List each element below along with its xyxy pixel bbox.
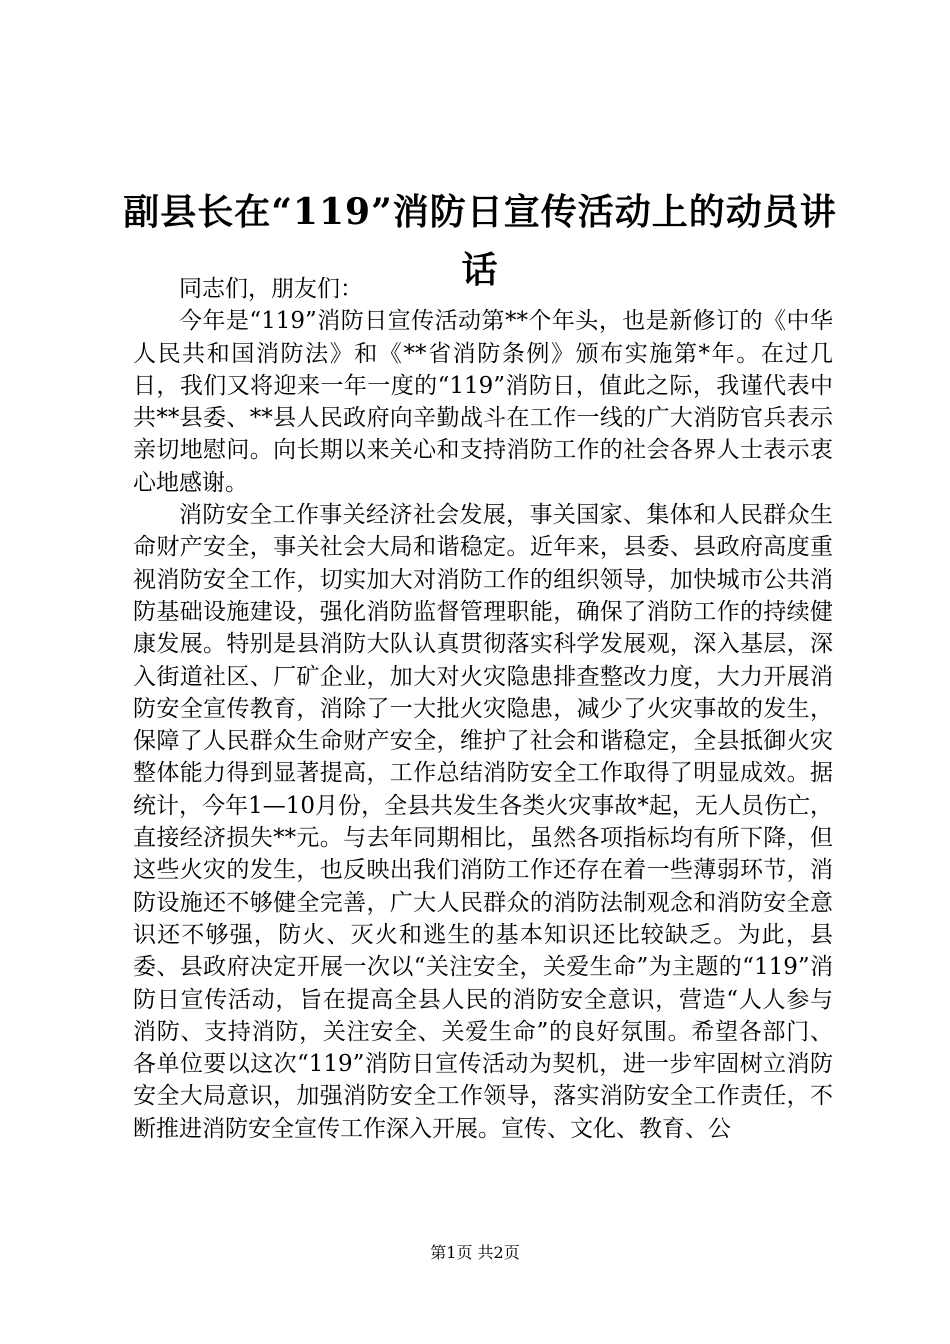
page-footer: 第1页 共2页 (430, 1243, 520, 1262)
document-body (133, 273, 833, 1145)
salutation: 同志们，朋友们： (179, 276, 363, 302)
paragraph-1: 今年是“119”消防日宣传活动第**个年头，也是新修订的《中华人民共和国消防法》和《**省消防条例》颁布实施第*年。在过几日，我们又将迎来一年一度的“119”消防日，值此之际，我谨代表中共**县委、**县人民政府向辛勤战斗在工作一线的广大消防官兵表示亲切地慰问。向长期以来关心和支持消防工作的社会各界人士表示衷心地感谢。 (133, 308, 833, 496)
document-title: 副县长在“119”消防日宣传活动上的动员讲话 (123, 191, 837, 291)
paragraph-2: 消防安全工作事关经济社会发展，事关国家、集体和人民群众生命财产安全，事关社会大局和谐稳定。近年来，县委、县政府高度重视消防安全工作，切实加大对消防工作的组织领导，加快城市公共消防基础设施建设，强化消防监督管理职能，确保了消防工作的持续健康发展。特别是县消防大队认真贯彻落实科学发展观，深入基层，深入街道社区、厂矿企业，加大对火灾隐患排查整改力度，大力开展消防安全宣传教育，消除了一大批火灾隐患，减少了火灾事故的发生，保障了人民群众生命财产安全，维护了社会和谐稳定，全县抵御火灾整体能力得到显著提高，工作总结消防安全工作取得了明显成效。据统计，今年1—10月份，全县共发生各类火灾事故*起，无人员伤亡，直接经济损失**元。与去年同期相比，虽然各项指标均有所下降，但这些火灾的发生，也反映出我们消防工作还存在着一些薄弱环节，消防设施还不够健全完善，广大人民群众的消防法制观念和消防安全意识还不够强，防火、灭火和逃生的基本知识还比较缺乏。为此，县委、县政府决定开展一次以“关注安全，关爱生命”为主题的“119”消防日宣传活动，旨在提高全县人民的消防安全意识，营造“人人参与消防、支持消防，关注安全、关爱生命”的良好氛围。希望各部门、各单位要以这次“119”消防日宣传活动为契机，进一步牢固树立消防安全大局意识，加强消防安全工作领导，落实消防安全工作责任，不断推进消防安全宣传工作深入开展。宣传、文化、教育、公 (133, 502, 833, 1142)
